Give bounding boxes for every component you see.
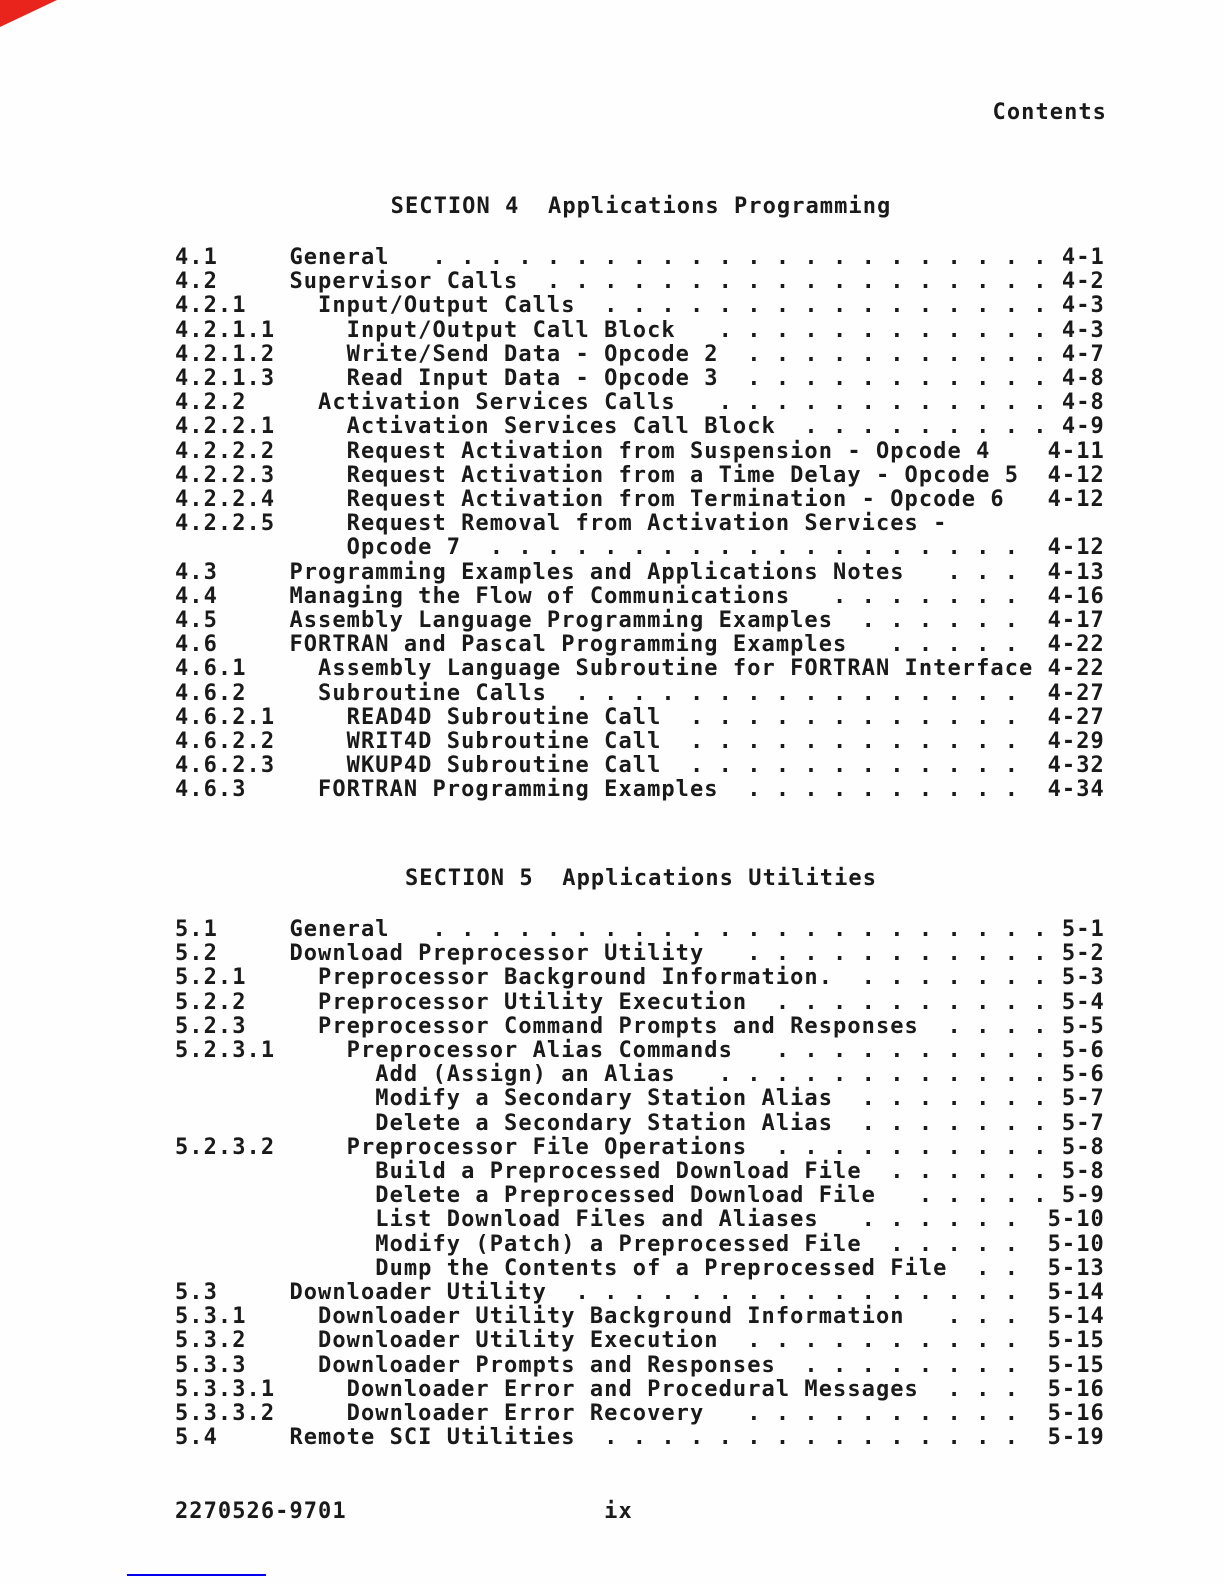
toc-row: Opcode 7 . . . . . . . . . . . . . . . . . . . 4-12 xyxy=(175,535,1105,561)
toc-row: Modify a Secondary Station Alias . . . . . . . 5-7 xyxy=(175,1086,1105,1112)
toc-row: 4.6.1 Assembly Language Subroutine for FORTRAN Interface 4-22 xyxy=(175,656,1105,682)
toc-row: 4.6.2 Subroutine Calls . . . . . . . . . . . . . . . . 4-27 xyxy=(175,680,1105,706)
toc-row: 4.6.2.1 READ4D Subroutine Call . . . . . . . . . . . . 4-27 xyxy=(175,704,1105,730)
page-footer xyxy=(175,1500,1107,1524)
toc-row: 5.2.2 Preprocessor Utility Execution . . . . . . . . . . 5-4 xyxy=(175,989,1105,1015)
toc-row: 4.2.1.3 Read Input Data - Opcode 3 . . . . . . . . . . . 4-8 xyxy=(175,366,1105,392)
toc-row: 5.3.3.1 Downloader Error and Procedural Messages . . . 5-16 xyxy=(175,1376,1105,1402)
toc-row: 4.2.1.2 Write/Send Data - Opcode 2 . . . . . . . . . . . 4-7 xyxy=(175,341,1105,367)
toc-row: 5.3 Downloader Utility . . . . . . . . . . . . . . . . 5-14 xyxy=(175,1280,1105,1306)
toc-row: 4.1 General . . . . . . . . . . . . . . . . . . . . . . 4-1 xyxy=(175,245,1105,270)
toc-row: Modify (Patch) a Preprocessed File . . . . . 5-10 xyxy=(175,1231,1105,1257)
section-5-toc-list xyxy=(175,918,1107,1450)
section-4-heading: SECTION 4 Applications Programming xyxy=(390,194,892,219)
toc-row: 5.3.3.2 Downloader Error Recovery . . . . . . . . . . 5-16 xyxy=(175,1401,1105,1427)
toc-row: 5.3.3 Downloader Prompts and Responses . . . . . . . . 5-15 xyxy=(175,1352,1105,1378)
red-corner-mark xyxy=(0,0,57,27)
toc-row: 4.2 Supervisor Calls . . . . . . . . . . . . . . . . . . 4-2 xyxy=(175,269,1105,295)
toc-row: 5.2.3.1 Preprocessor Alias Commands . . . . . . . . . . 5-6 xyxy=(175,1038,1105,1064)
toc-row: 4.2.2 Activation Services Calls . . . . . . . . . . . . 4-8 xyxy=(175,390,1105,416)
section-4-toc-list xyxy=(175,246,1107,803)
toc-row: 4.2.2.3 Request Activation from a Time Delay - Opcode 5 4-12 xyxy=(175,462,1105,488)
toc-row: 4.2.2.5 Request Removal from Activation Services - xyxy=(175,511,948,537)
toc-row: Delete a Secondary Station Alias . . . . . . . 5-7 xyxy=(175,1110,1105,1136)
toc-row: 5.2.3.2 Preprocessor File Operations . . . . . . . . . . 5-8 xyxy=(175,1134,1105,1160)
page-number-roman: ix xyxy=(604,1499,633,1524)
toc-row: 4.3 Programming Examples and Applications Notes . . . 4-13 xyxy=(175,559,1105,585)
document-number: 2270526-9701 xyxy=(175,1499,347,1524)
running-header: Contents xyxy=(992,100,1107,125)
toc-row: 4.2.2.1 Activation Services Call Block . . . . . . . . . 4-9 xyxy=(175,414,1105,440)
toc-row: 5.3.2 Downloader Utility Execution . . . . . . . . . . 5-15 xyxy=(175,1328,1105,1354)
toc-row: 4.2.2.4 Request Activation from Termination - Opcode 6 4-12 xyxy=(175,487,1105,513)
toc-row: 4.2.2.2 Request Activation from Suspension - Opcode 4 4-11 xyxy=(175,438,1105,464)
toc-row: 4.2.1.1 Input/Output Call Block . . . . . . . . . . . . 4-3 xyxy=(175,317,1105,343)
blue-underline-mark xyxy=(127,1574,266,1576)
toc-row: 4.6.3 FORTRAN Programming Examples . . . . . . . . . . 4-34 xyxy=(175,777,1105,803)
footer-spacer xyxy=(347,1499,605,1524)
toc-row: 5.3.1 Downloader Utility Background Information . . . 5-14 xyxy=(175,1304,1105,1330)
toc-row: 4.6.2.2 WRIT4D Subroutine Call . . . . . . . . . . . . 4-29 xyxy=(175,729,1105,755)
toc-row: 5.2.1 Preprocessor Background Information. . . . . . . . 5-3 xyxy=(175,965,1105,991)
toc-row: List Download Files and Aliases . . . . . . 5-10 xyxy=(175,1207,1105,1233)
toc-row: 4.4 Managing the Flow of Communications . . . . . . . 4-16 xyxy=(175,583,1105,609)
toc-row: Build a Preprocessed Download File . . . . . . 5-8 xyxy=(175,1159,1105,1185)
toc-row: 4.2.1 Input/Output Calls . . . . . . . . . . . . . . . . 4-3 xyxy=(175,293,1105,319)
toc-row: Dump the Contents of a Preprocessed File . . 5-13 xyxy=(175,1255,1105,1281)
toc-row: Add (Assign) an Alias . . . . . . . . . . . . 5-6 xyxy=(175,1062,1105,1088)
toc-row: 5.1 General . . . . . . . . . . . . . . . . . . . . . . 5-1 xyxy=(175,917,1105,942)
toc-row: 4.6.2.3 WKUP4D Subroutine Call . . . . . . . . . . . . 4-32 xyxy=(175,753,1105,779)
toc-row: 5.2.3 Preprocessor Command Prompts and Responses . . . . 5-5 xyxy=(175,1013,1105,1039)
toc-row: 4.5 Assembly Language Programming Examples . . . . . . 4-17 xyxy=(175,608,1105,634)
section-5-heading: SECTION 5 Applications Utilities xyxy=(404,866,878,891)
toc-row: 5.2 Download Preprocessor Utility . . . . . . . . . . . 5-2 xyxy=(175,941,1105,967)
toc-row: 5.4 Remote SCI Utilities . . . . . . . . . . . . . . . 5-19 xyxy=(175,1425,1105,1451)
toc-row: Delete a Preprocessed Download File . . . . . 5-9 xyxy=(175,1183,1105,1209)
toc-row: 4.6 FORTRAN and Pascal Programming Examples . . . . . 4-22 xyxy=(175,632,1105,658)
